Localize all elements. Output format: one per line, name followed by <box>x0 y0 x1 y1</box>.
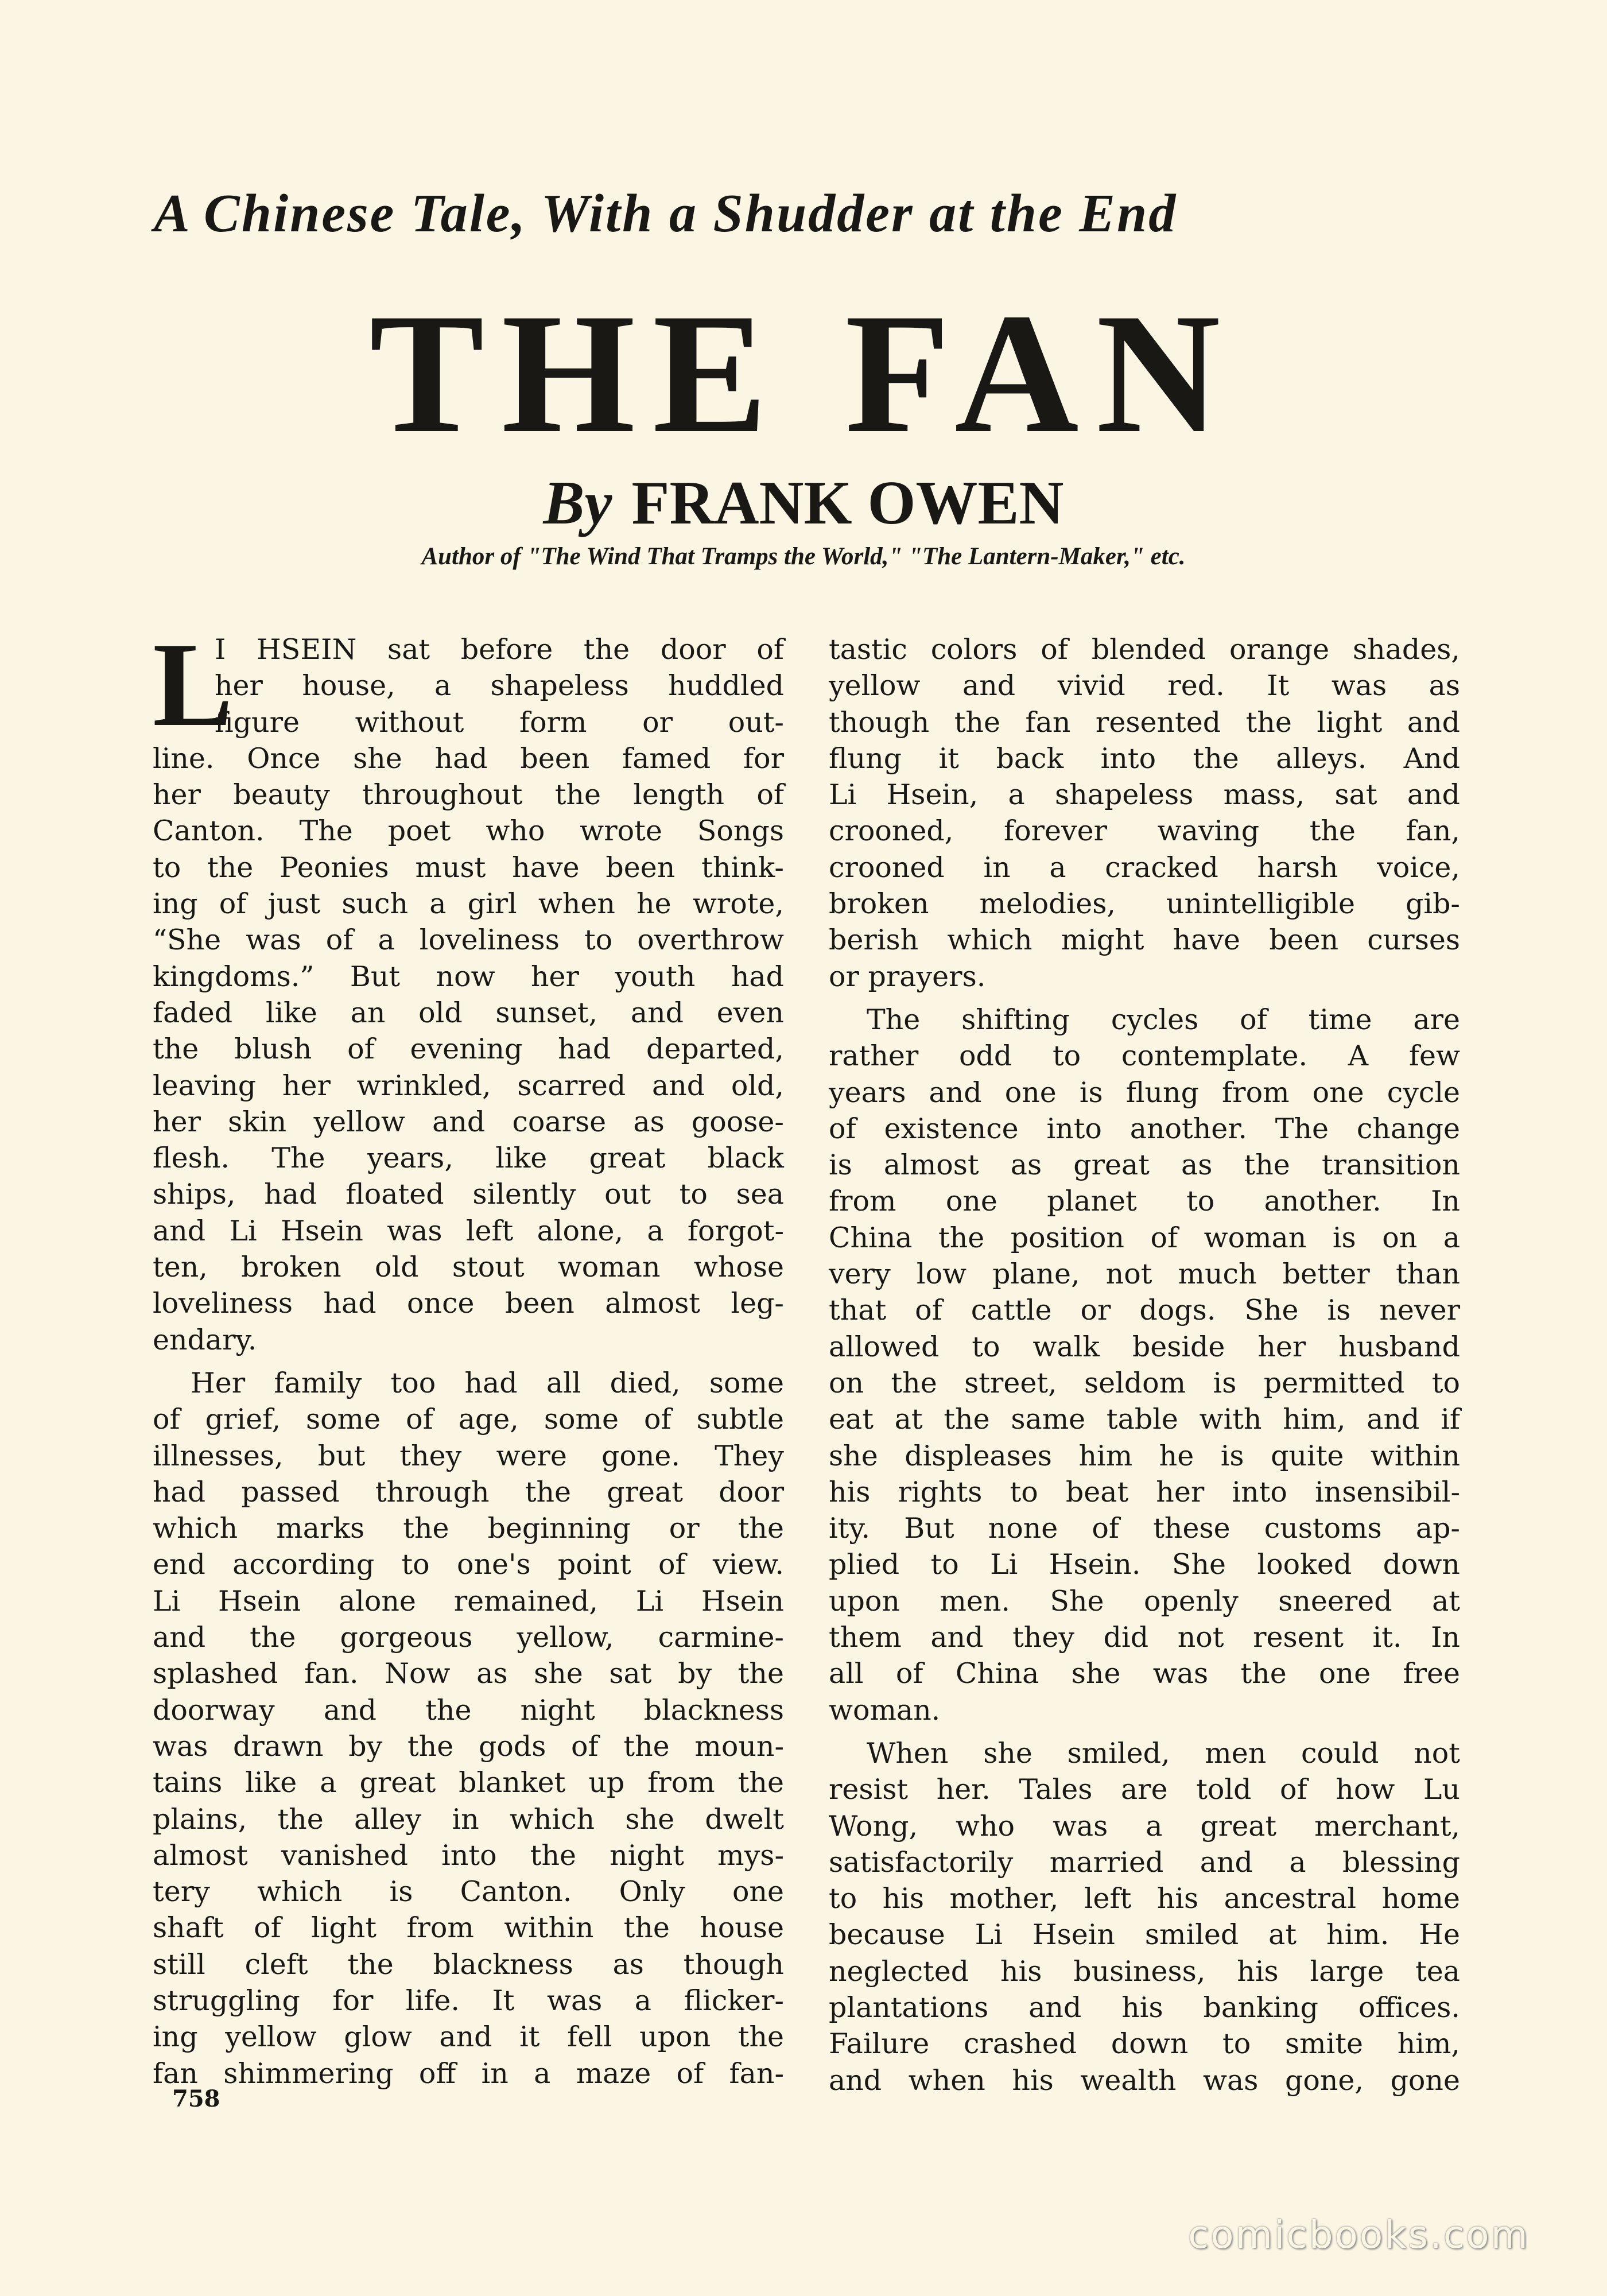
byline <box>0 468 1607 539</box>
text-line: faded like an old sunset, and even <box>153 996 784 1029</box>
text-line: The shifting cycles of time are <box>867 1003 1460 1036</box>
author-name: FRANK OWEN <box>631 469 1064 537</box>
text-line: plantations and his banking offices. <box>829 1991 1460 2024</box>
text-line: Wong, who was a great merchant, <box>829 1809 1460 1843</box>
text-line: ing of just such a girl when he wrote, <box>153 887 784 921</box>
text-line: “She was of a loveliness to overthrow <box>153 924 784 957</box>
text-line: was drawn by the gods of the moun- <box>153 1729 784 1763</box>
text-line: them and they did not resent it. In <box>829 1621 1460 1654</box>
text-line: Li Hsein, a shapeless mass, sat and <box>829 778 1460 812</box>
text-line: her beauty throughout the length of <box>153 778 784 812</box>
text-line: very low plane, not much better than <box>829 1258 1460 1291</box>
text-line: still cleft the blackness as though <box>153 1948 784 1981</box>
text-line: neglected his business, his large tea <box>829 1954 1460 1988</box>
text-line: or prayers. <box>829 960 986 993</box>
text-line: which marks the beginning or the <box>153 1512 784 1545</box>
text-line: of existence into another. The change <box>829 1112 1460 1145</box>
text-line: resist her. Tales are told of how Lu <box>829 1773 1460 1806</box>
text-line: ing yellow glow and it fell upon the <box>153 2020 784 2054</box>
text-line: splashed fan. Now as she sat by the <box>153 1657 784 1690</box>
text-line: line. Once she had been famed for <box>153 742 784 775</box>
text-line: of grief, some of age, some of subtle <box>153 1403 784 1436</box>
text-line: all of China she was the one free <box>829 1657 1460 1690</box>
text-line: loveliness had once been almost leg- <box>153 1287 784 1320</box>
text-line: crooned, forever waving the fan, <box>829 815 1460 848</box>
text-line: leaving her wrinkled, scarred and old, <box>153 1069 784 1102</box>
text-line: end according to one's point of view. <box>153 1548 784 1581</box>
text-line: ten, broken old stout woman whose <box>153 1251 784 1284</box>
drop-cap: L <box>153 618 234 751</box>
site-watermark: comicbooks.com <box>1188 2213 1530 2257</box>
text-line: because Li Hsein smiled at him. He <box>829 1918 1460 1952</box>
page-number: 758 <box>172 2085 220 2112</box>
text-line: upon men. She openly sneered at <box>829 1584 1460 1618</box>
text-line: When she smiled, men could not <box>867 1736 1460 1770</box>
text-line: though the fan resented the light and <box>829 705 1460 739</box>
paragraph-gap <box>829 995 1460 1002</box>
text-line: plied to Li Hsein. She looked down <box>829 1548 1460 1581</box>
text-line: tery which is Canton. Only one <box>153 1875 784 1909</box>
text-line: Canton. The poet who wrote Songs <box>153 815 784 848</box>
author-credits: Author of "The Wind That Tramps the World," "The Lantern-Maker," etc. <box>421 543 1186 570</box>
text-line: China the position of woman is on a <box>829 1221 1460 1254</box>
text-line: satisfactorily married and a blessing <box>829 1845 1460 1879</box>
text-line: years and one is flung from one cycle <box>829 1076 1460 1109</box>
text-line: and Li Hsein was left alone, a forgot- <box>153 1214 784 1247</box>
paragraph-gap <box>829 1728 1460 1735</box>
text-line: berish which might have been curses <box>829 924 1460 957</box>
text-line: almost vanished into the night mys- <box>153 1839 784 1872</box>
text-line: tains like a great blanket up from the <box>153 1766 784 1799</box>
text-line: flesh. The years, like great black <box>153 1142 784 1175</box>
text-line: and when his wealth was gone, gone <box>829 2064 1460 2097</box>
text-line: from one planet to another. In <box>829 1185 1460 1218</box>
text-line: she displeases him he is quite within <box>829 1439 1460 1472</box>
text-line: flung it back into the alleys. And <box>829 742 1460 775</box>
text-line: shaft of light from within the house <box>153 1911 784 1945</box>
text-line: tastic colors of blended orange shades, <box>829 633 1460 666</box>
text-line: to the Peonies must have been think- <box>153 851 784 884</box>
text-line: her house, a shapeless huddled <box>215 669 784 703</box>
text-line: Her family too had all died, some <box>191 1366 784 1399</box>
text-line: woman. <box>829 1693 941 1727</box>
text-line: is almost as great as the transition <box>829 1149 1460 1182</box>
text-line: fan shimmering off in a maze of fan- <box>153 2057 784 2090</box>
right-column <box>829 631 1460 2099</box>
text-line: his rights to beat her into insensibil- <box>829 1475 1460 1508</box>
text-line: endary. <box>153 1323 257 1356</box>
story-subtitle: A Chinese Tale, With a Shudder at the End <box>154 184 1178 243</box>
text-line: Li Hsein alone remained, Li Hsein <box>153 1584 784 1618</box>
text-line: on the street, seldom is permitted to <box>829 1366 1460 1399</box>
text-line: plains, the alley in which she dwelt <box>153 1802 784 1836</box>
paragraph-gap <box>153 1358 784 1365</box>
text-line: ships, had floated silently out to sea <box>153 1178 784 1211</box>
text-line: kingdoms.” But now her youth had <box>153 960 784 993</box>
text-line: to his mother, left his ancestral home <box>829 1882 1460 1915</box>
text-line: ity. But none of these customs ap- <box>829 1512 1460 1545</box>
text-line: and the gorgeous yellow, carmine- <box>153 1621 784 1654</box>
text-line: struggling for life. It was a flicker- <box>153 1984 784 2017</box>
text-line: allowed to walk beside her husband <box>829 1330 1460 1363</box>
text-line: illnesses, but they were gone. They <box>153 1439 784 1472</box>
text-line: had passed through the great door <box>153 1475 784 1508</box>
text-line: eat at the same table with him, and if <box>829 1403 1460 1436</box>
text-line: figure without form or out- <box>215 705 784 739</box>
text-line: that of cattle or dogs. She is never <box>829 1294 1460 1327</box>
text-line: crooned in a cracked harsh voice, <box>829 851 1460 884</box>
text-line: doorway and the night blackness <box>153 1693 784 1727</box>
text-line: rather odd to contemplate. A few <box>829 1040 1460 1073</box>
text-line: yellow and vivid red. It was as <box>829 669 1460 703</box>
text-line: I HSEIN sat before the door of <box>215 633 784 666</box>
byline-by: By <box>543 469 612 537</box>
text-line: Failure crashed down to smite him, <box>829 2027 1460 2061</box>
text-line: her skin yellow and coarse as goose- <box>153 1105 784 1138</box>
text-line: the blush of evening had departed, <box>153 1033 784 1066</box>
story-title: THE FAN <box>369 278 1238 468</box>
text-line: broken melodies, unintelligible gib- <box>829 887 1460 921</box>
left-column <box>153 618 784 2092</box>
